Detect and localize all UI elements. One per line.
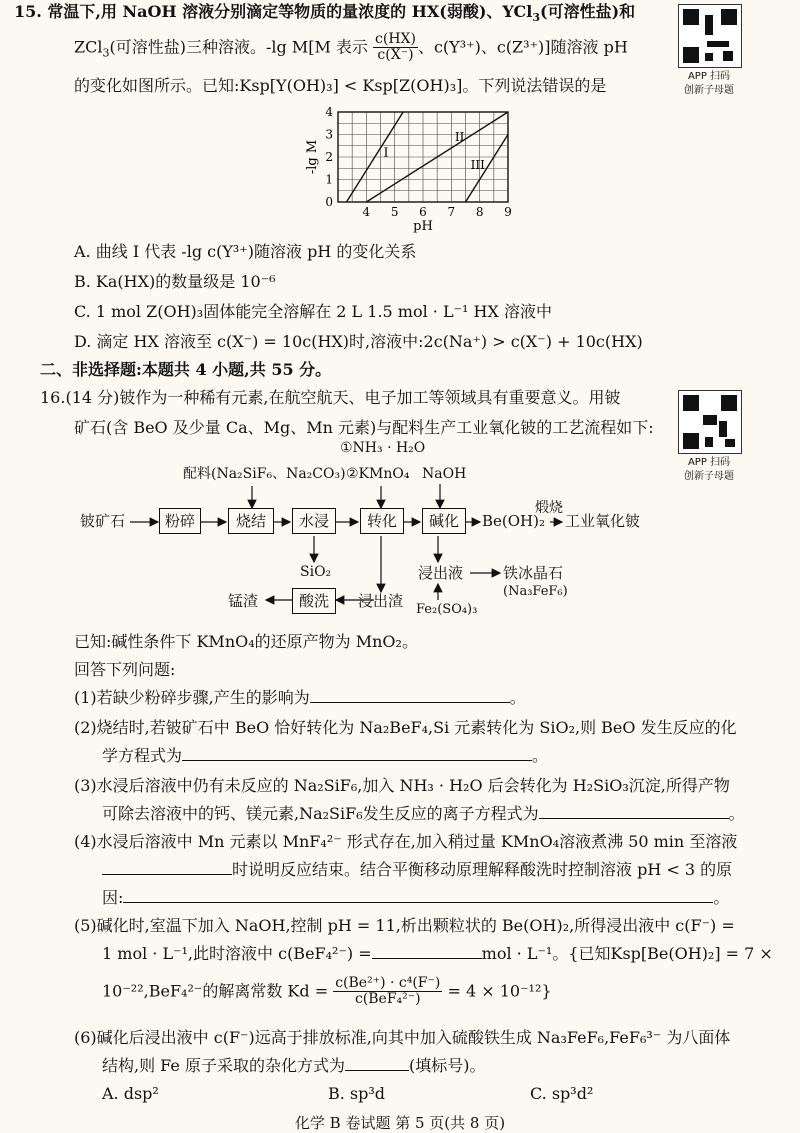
q16-part2-line2: 学方程式为 。 bbox=[102, 746, 549, 765]
x-tick-label: 9 bbox=[504, 205, 512, 219]
flow-product-beo: 工业氧化铍 bbox=[565, 512, 641, 530]
q16-part6-line2: 结构,则 Fe 原子采取的杂化方式为 (填标号)。 bbox=[102, 1056, 486, 1075]
flow-cryolite-formula: (Na₃FeF₆) bbox=[503, 584, 568, 599]
q16-answer-prompt: 回答下列问题: bbox=[74, 660, 176, 679]
q16-part4-line3: 因: 。 bbox=[102, 888, 730, 907]
x-tick-label: 4 bbox=[362, 205, 371, 219]
flow-cryolite: 铁冰晶石 bbox=[503, 564, 564, 582]
x-tick-label: 6 bbox=[419, 205, 427, 219]
q15-fraction: $\frac{c(HX)}{c(X^-)}$ bbox=[375, 31, 416, 64]
q15-option-d[interactable]: D. 滴定 HX 溶液至 c(X⁻) = 10c(HX)时,溶液中:2c(Na⁺) > c(X⁻) + 10c(HX) bbox=[74, 332, 643, 351]
q16-part4-line1: (4)水浸后溶液中 Mn 元素以 MnF₄²⁻ 形式存在,加入稍过量 KMnO₄溶液煮沸 50 min 至溶液 bbox=[74, 832, 738, 851]
page-footer: 化学 B 卷试题 第 5 页(共 8 页) bbox=[294, 1114, 506, 1132]
flow-reagent-kmno4: ②KMnO₄ bbox=[346, 466, 410, 482]
kd-fraction: $\frac{\text{c(Be²⁺) · c⁴(F⁻)}}{\text{c(BeF₄²⁻)}}$ bbox=[335, 975, 441, 1008]
flow-reagent-naoh: NaOH bbox=[422, 466, 467, 482]
q16-part1: (1)若缺少粉碎步骤,产生的影响为 。 bbox=[74, 688, 526, 707]
x-tick-label: 7 bbox=[447, 205, 456, 219]
flow-convert-box: 转化 bbox=[360, 508, 404, 534]
x-axis-label: pH bbox=[413, 219, 433, 234]
flow-sinter-box: 烧结 bbox=[228, 508, 274, 534]
q16-intro-line1: 16.(14 分)铍作为一种稀有元素,在航空航天、电子加工等领域具有重要意义。用铍 bbox=[40, 388, 621, 407]
q15-option-b[interactable]: B. Ka(HX)的数量级是 10⁻⁶ bbox=[74, 272, 276, 291]
flow-crush-box: 粉碎 bbox=[159, 508, 201, 534]
answer-blank-1[interactable] bbox=[310, 702, 510, 703]
flow-water-leach-box: 水浸 bbox=[292, 508, 336, 534]
flow-ore: 铍矿石 bbox=[80, 512, 126, 530]
answer-blank-4a[interactable] bbox=[102, 874, 232, 875]
series-label-III: III bbox=[470, 157, 485, 172]
y-tick-label: 1 bbox=[325, 172, 333, 187]
qr-caption-q16: APP 扫码 创新子母题 bbox=[684, 457, 734, 482]
answer-blank-2[interactable] bbox=[182, 760, 532, 761]
q16-known: 已知:碱性条件下 KMnO₄的还原产物为 MnO₂。 bbox=[74, 632, 418, 651]
q16-option-b[interactable]: B. sp³d bbox=[328, 1084, 386, 1103]
flow-product-beoh2: Be(OH)₂ bbox=[482, 512, 545, 530]
q16-part4-line2: 时说明反应结束。结合平衡移动原理解释酸洗时控制溶液 pH < 3 的原 bbox=[102, 860, 732, 879]
q16-intro-line2: 矿石(含 BeO 及少量 Ca、Mg、Mn 元素)与配料生产工业氧化铍的工艺流程如下: bbox=[74, 418, 654, 437]
q15-line3: 的变化如图所示。已知:Ksp[Y(OH)₃] < Ksp[Z(OH)₃]。下列说法错误的是 bbox=[74, 76, 607, 95]
flow-ingredients: 配料(Na₂SiF₆、Na₂CO₃) bbox=[183, 466, 346, 482]
q16-part5-line1: (5)碱化时,室温下加入 NaOH,控制 pH = 11,析出颗粒状的 Be(OH)₂,所得浸出液中 c(F⁻) = bbox=[74, 916, 735, 935]
q16-option-c[interactable]: C. sp³d² bbox=[530, 1084, 594, 1103]
flow-ferric-sulfate: Fe₂(SO₄)₃ bbox=[416, 602, 478, 617]
flow-alkalize-box: 碱化 bbox=[422, 508, 466, 534]
flow-leachate: 浸出液 bbox=[418, 564, 464, 582]
answer-blank-5[interactable] bbox=[372, 958, 482, 959]
flow-reagent-nh3: ①NH₃ · H₂O bbox=[340, 440, 426, 456]
flow-leach-residue: 浸出渣 bbox=[358, 592, 404, 610]
q16-part6-line1: (6)碱化后浸出液中 c(F⁻)远高于排放标准,向其中加入硫酸铁生成 Na₃FeF₆,FeF₆³⁻ 为八面体 bbox=[74, 1028, 731, 1047]
x-tick-label: 8 bbox=[475, 205, 484, 219]
answer-blank-6[interactable] bbox=[345, 1070, 409, 1071]
y-tick-label: 0 bbox=[325, 195, 333, 209]
answer-blank-4b[interactable] bbox=[123, 902, 713, 903]
y-axis-label: -lg M bbox=[305, 139, 320, 175]
q16-part5-line2: 1 mol · L⁻¹,此时溶液中 c(BeF₄²⁻) = mol · L⁻¹。{已知Ksp[Be(OH)₂] = 7 × bbox=[102, 944, 773, 963]
q16-option-a[interactable]: A. dsp² bbox=[102, 1084, 159, 1103]
flow-calcine-label: 煅烧 bbox=[535, 500, 563, 516]
flow-sio2: SiO₂ bbox=[300, 564, 332, 580]
series-label-I: I bbox=[383, 145, 389, 160]
q15-line2: ZCl$_3$(可溶性盐)三种溶液。-lg M[M 表示 $\frac{c(HX)}{c(X^-)}$ 、c(Y³⁺)、c(Z³⁺)]随溶液 pH bbox=[74, 31, 628, 64]
q16-part2-line1: (2)烧结时,若铍矿石中 BeO 恰好转化为 Na₂BeF₄,Si 元素转化为 SiO₂,则 BeO 发生反应的化 bbox=[74, 718, 737, 737]
q15-option-c[interactable]: C. 1 mol Z(OH)₃固体能完全溶解在 2 L 1.5 mol · L⁻¹ HX 溶液中 bbox=[74, 302, 552, 321]
section-2-heading: 二、非选择题:本题共 4 小题,共 55 分。 bbox=[40, 360, 332, 379]
q16-part3-line1: (3)水浸后溶液中仍有未反应的 Na₂SiF₆,加入 NH₃ · H₂O 后会转化为 H₂SiO₃沉淀,所得产物 bbox=[74, 776, 730, 795]
q16-part3-line2: 可除去溶液中的钙、镁元素,Na₂SiF₆发生反应的离子方程式为 。 bbox=[102, 804, 745, 823]
qr-caption-top: APP 扫码 创新子母题 bbox=[684, 71, 734, 96]
y-tick-label: 3 bbox=[325, 127, 333, 142]
q15-option-a[interactable]: A. 曲线 I 代表 -lg c(Y³⁺)随溶液 pH 的变化关系 bbox=[74, 242, 417, 261]
q16-part5-line3: 10⁻²²,BeF₄²⁻的解离常数 Kd = $\frac{\text{c(Be²⁺) · c⁴(F⁻)}}{\text{c(BeF₄²⁻)}}$ = 4 × 10⁻¹²} bbox=[102, 975, 552, 1008]
y-tick-label: 4 bbox=[325, 105, 333, 119]
q15-line1: 15. 常温下,用 NaOH 溶液分别滴定等物质的量浓度的 HX(弱酸)、YCl$_3$(可溶性盐)和 bbox=[14, 2, 636, 25]
flow-acid-wash-box: 酸洗 bbox=[292, 588, 336, 614]
answer-blank-3[interactable] bbox=[539, 818, 729, 819]
series-label-II: II bbox=[454, 130, 465, 145]
y-tick-label: 2 bbox=[325, 150, 333, 164]
x-tick-label: 5 bbox=[390, 205, 399, 219]
flow-mn-residue: 锰渣 bbox=[228, 592, 259, 610]
